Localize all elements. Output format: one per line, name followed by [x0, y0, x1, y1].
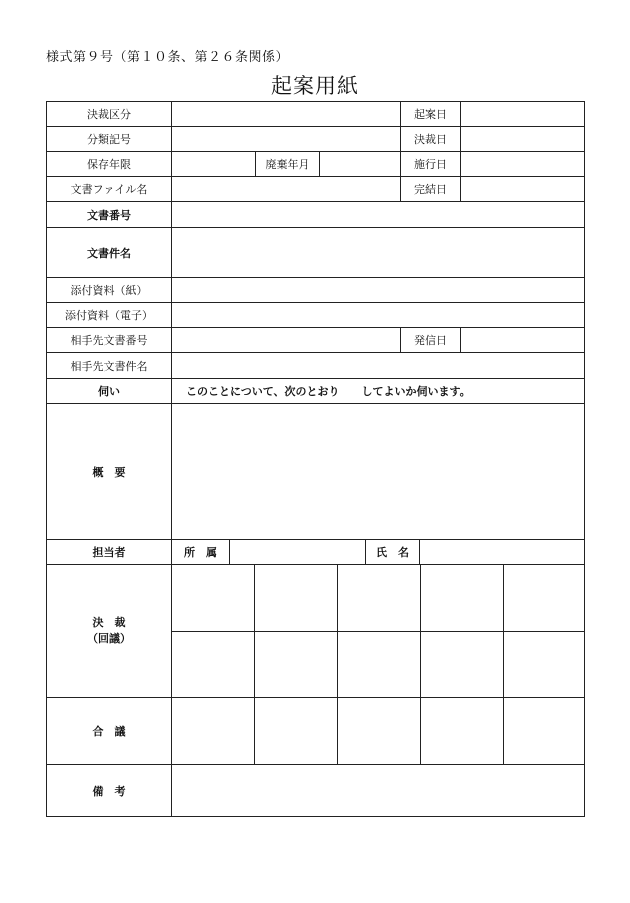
label-approval-line2: （回議）: [87, 632, 131, 645]
approval-cell[interactable]: [338, 565, 421, 632]
label-effective-date: 施行日: [401, 152, 461, 177]
label-decision-category: 決裁区分: [47, 102, 172, 127]
label-approval-line1: 決 裁: [92, 616, 126, 629]
label-document-file-name: 文書ファイル名: [47, 177, 172, 202]
form-code: 様式第９号（第１０条、第２６条関係）: [46, 50, 290, 65]
consultation-cell[interactable]: [255, 698, 338, 765]
field-send-date[interactable]: [461, 328, 584, 353]
field-name[interactable]: [420, 540, 584, 565]
approval-cell[interactable]: [255, 632, 338, 698]
label-department: 所 属: [172, 540, 230, 565]
consultation-cell[interactable]: [504, 698, 584, 765]
approval-cell[interactable]: [421, 632, 504, 698]
label-document-subject: 文書件名: [47, 228, 172, 278]
approval-cell[interactable]: [421, 565, 504, 632]
label-send-date: 発信日: [401, 328, 461, 353]
field-partner-doc-number[interactable]: [172, 328, 401, 353]
label-remarks: 備 考: [47, 765, 172, 816]
field-remarks[interactable]: [172, 765, 584, 816]
label-partner-doc-subject: 相手先文書件名: [47, 353, 172, 379]
consultation-cell[interactable]: [421, 698, 504, 765]
label-decision-date: 決裁日: [401, 127, 461, 152]
field-attachment-paper[interactable]: [172, 278, 584, 303]
label-name: 氏 名: [366, 540, 420, 565]
label-partner-doc-number: 相手先文書番号: [47, 328, 172, 353]
field-draft-date[interactable]: [461, 102, 584, 127]
field-attachment-electronic[interactable]: [172, 303, 584, 328]
label-completion-date: 完結日: [401, 177, 461, 202]
label-document-number: 文書番号: [47, 202, 172, 228]
label-draft-date: 起案日: [401, 102, 461, 127]
label-attachment-electronic: 添付資料（電子）: [47, 303, 172, 328]
consultation-cell[interactable]: [172, 698, 255, 765]
field-classification-code[interactable]: [172, 127, 401, 152]
field-department[interactable]: [230, 540, 366, 565]
label-classification-code: 分類記号: [47, 127, 172, 152]
field-retention-period[interactable]: [172, 152, 256, 177]
field-partner-doc-subject[interactable]: [172, 353, 584, 379]
consultation-cell[interactable]: [338, 698, 421, 765]
label-retention-period: 保存年限: [47, 152, 172, 177]
label-consultation: 合 議: [47, 698, 172, 765]
field-document-subject[interactable]: [172, 228, 584, 278]
field-decision-category[interactable]: [172, 102, 401, 127]
field-document-number[interactable]: [172, 202, 584, 228]
label-inquiry: 伺い: [47, 379, 172, 404]
field-disposal-date[interactable]: [320, 152, 401, 177]
field-summary[interactable]: [172, 404, 584, 540]
draft-form-table: [46, 101, 585, 817]
approval-cell[interactable]: [255, 565, 338, 632]
field-effective-date[interactable]: [461, 152, 584, 177]
field-document-file-name[interactable]: [172, 177, 401, 202]
inquiry-text: このことについて、次のとおり してよいか伺います。: [172, 379, 584, 404]
form-title: 起案用紙: [271, 74, 359, 98]
label-person-in-charge: 担当者: [47, 540, 172, 565]
label-approval: [47, 565, 172, 698]
approval-cell[interactable]: [504, 565, 584, 632]
approval-cell[interactable]: [504, 632, 584, 698]
label-disposal-date: 廃棄年月: [256, 152, 320, 177]
approval-cell[interactable]: [172, 565, 255, 632]
label-attachment-paper: 添付資料（紙）: [47, 278, 172, 303]
approval-cell[interactable]: [172, 632, 255, 698]
label-summary: 概 要: [47, 404, 172, 540]
field-decision-date[interactable]: [461, 127, 584, 152]
approval-cell[interactable]: [338, 632, 421, 698]
field-completion-date[interactable]: [461, 177, 584, 202]
